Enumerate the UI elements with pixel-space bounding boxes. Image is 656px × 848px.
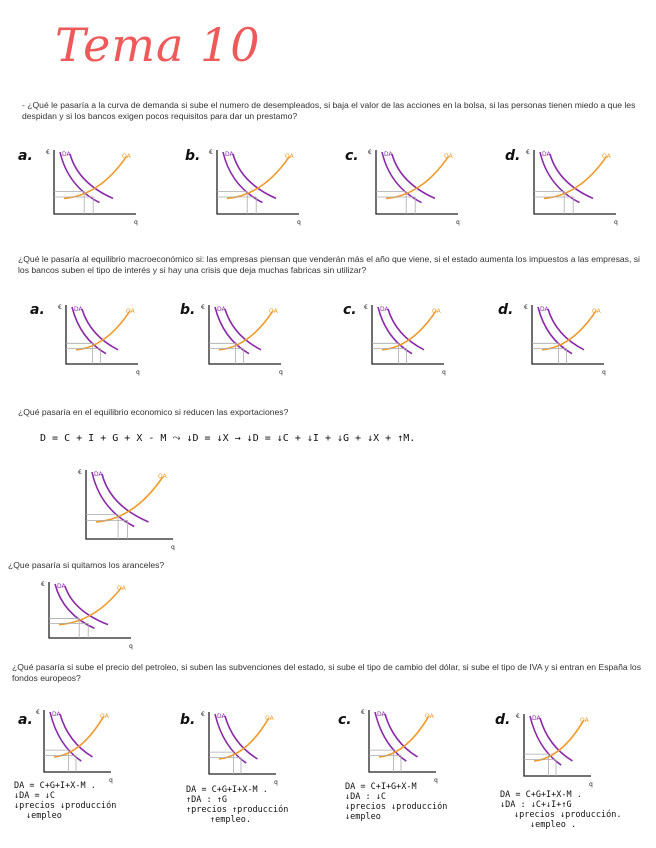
price-axis-label: € xyxy=(361,709,365,716)
ad-oa-graph xyxy=(526,148,620,226)
ad-oa-graph xyxy=(524,303,608,376)
note-line: ↓precios ↓producción. xyxy=(514,810,622,820)
note-line: ↓empleo xyxy=(345,812,381,822)
qty-axis-label: q xyxy=(109,777,113,784)
demand-label: DA xyxy=(540,306,549,313)
supply-label: OA xyxy=(122,153,131,160)
price-axis-label: € xyxy=(368,149,372,156)
label-c: c. xyxy=(343,302,357,318)
qty-axis-label: q xyxy=(279,369,283,376)
qty-axis-label: q xyxy=(434,777,438,784)
supply-curve xyxy=(379,716,429,757)
demand-label: DA xyxy=(62,151,71,158)
demand-label: DA xyxy=(542,151,551,158)
supply-label: OA xyxy=(100,713,109,720)
demand-label: DA xyxy=(57,583,66,590)
notes-b xyxy=(186,785,288,825)
supply-label: OA xyxy=(269,308,278,315)
note-line: ↓DA : ↓C+↓I+↑G xyxy=(500,800,572,810)
question-3: ¿Qué pasaría en el equilibrio economico si reducen las exportaciones? xyxy=(18,407,289,417)
note-line: DA = C+I+G+X-M xyxy=(345,782,417,792)
price-axis-label: € xyxy=(526,149,530,156)
note-line: DA = C+G+I+X-M . xyxy=(500,790,582,800)
supply-label: OA xyxy=(285,153,294,160)
label-d: d. xyxy=(505,148,521,164)
qty-axis-label: q xyxy=(274,779,278,786)
ad-oa-graph xyxy=(78,468,177,551)
ad-oa-graph xyxy=(46,148,140,226)
demand-label: DA xyxy=(217,306,226,313)
qty-axis-label: q xyxy=(614,219,618,226)
supply-label: OA xyxy=(265,715,274,722)
supply-label: OA xyxy=(425,713,434,720)
label-a: a. xyxy=(18,712,33,728)
price-axis-label: € xyxy=(78,469,82,476)
qty-axis-label: q xyxy=(134,219,138,226)
qty-axis-label: q xyxy=(442,369,446,376)
demand-curve-shifted xyxy=(65,586,108,625)
ad-oa-graph xyxy=(364,303,448,376)
qty-axis-label: q xyxy=(129,643,133,650)
ad-oa-graph xyxy=(209,148,303,226)
demand-label: DA xyxy=(532,715,541,722)
supply-label: OA xyxy=(158,473,167,480)
price-axis-label: € xyxy=(41,581,45,588)
question-1: - ¿Qué le pasaría a la curva de demanda si sube el numero de desempleados, si baja el valor de las acciones en la bolsa, si las personas tienen miedo a que les despidan y si los bancos exigen pocos requisitos para dar un prestamo? xyxy=(22,100,636,121)
supply-curve xyxy=(534,720,584,761)
price-axis-label: € xyxy=(36,709,40,716)
qty-axis-label: q xyxy=(297,219,301,226)
qty-axis-label: q xyxy=(589,781,593,788)
supply-label: OA xyxy=(117,585,126,592)
demand-label: DA xyxy=(217,713,226,720)
demand-label: DA xyxy=(380,306,389,313)
supply-label: OA xyxy=(126,308,135,315)
demand-label: DA xyxy=(74,306,83,313)
label-b: b. xyxy=(180,712,196,728)
note-line: DA = C+G+I+X-M . xyxy=(14,781,96,791)
price-axis-label: € xyxy=(201,711,205,718)
demand-label: DA xyxy=(52,711,61,718)
price-axis-label: € xyxy=(58,304,62,311)
note-line: ↓DA = ↓C xyxy=(14,791,55,801)
price-axis-label: € xyxy=(46,149,50,156)
question-4: ¿Que pasaría si quitamos los aranceles? xyxy=(8,560,165,570)
note-line: ↑precios ↑producción xyxy=(186,805,289,815)
label-c: c. xyxy=(345,148,359,164)
ad-oa-graph xyxy=(201,710,280,786)
note-line: ↑DA : ↑G xyxy=(186,795,227,805)
notes-c xyxy=(345,782,447,822)
label-a: a. xyxy=(30,302,45,318)
supply-label: OA xyxy=(580,717,589,724)
supply-label: OA xyxy=(444,153,453,160)
supply-curve xyxy=(219,718,269,759)
supply-label: OA xyxy=(432,308,441,315)
qty-axis-label: q xyxy=(456,219,460,226)
label-d: d. xyxy=(495,712,511,728)
label-a: a. xyxy=(18,148,33,164)
qty-axis-label: q xyxy=(602,369,606,376)
supply-label: OA xyxy=(602,153,611,160)
qty-axis-label: q xyxy=(171,544,175,551)
supply-label: OA xyxy=(592,308,601,315)
ad-oa-graph xyxy=(41,580,135,650)
label-c: c. xyxy=(338,712,352,728)
label-b: b. xyxy=(185,148,201,164)
page-title: Tema 10 xyxy=(55,18,261,72)
notes-a xyxy=(14,781,116,821)
price-axis-label: € xyxy=(201,304,205,311)
question-2: ¿Qué le pasaría al equilibrio macroeconómico si: las empresas piensan que venderán más el año que viene, si el estado aumenta los impuestos a las empresas, si los bancos suben el tipo de interés y si hay una crisis que deja muchas fabricas sin utilizar? xyxy=(18,254,640,275)
notes-d xyxy=(500,790,621,830)
ad-oa-graph xyxy=(368,148,462,226)
price-axis-label: € xyxy=(364,304,368,311)
note-line: ↓empleo . xyxy=(530,820,577,830)
supply-curve xyxy=(54,716,104,757)
demand-label: DA xyxy=(94,471,103,478)
ad-oa-graph xyxy=(516,712,595,788)
price-axis-label: € xyxy=(516,713,520,720)
ad-oa-graph xyxy=(201,303,285,376)
ad-oa-graph xyxy=(361,708,440,784)
label-b: b. xyxy=(180,302,196,318)
note-line: ↓DA : ↓C xyxy=(345,792,386,802)
ad-oa-graph xyxy=(36,708,115,784)
demand-label: DA xyxy=(225,151,234,158)
demand-label: DA xyxy=(377,711,386,718)
note-line: ↑empleo. xyxy=(210,815,251,825)
ad-oa-graph xyxy=(58,303,142,376)
note-line: ↓precios ↓producción xyxy=(345,802,448,812)
question-5: ¿Qué pasaría si sube el precio del petroleo, si suben las subvenciones del estado, si sube el tipo de cambio del dólar, si sube el tipo de IVA y si entran en España los fondos europeos? xyxy=(12,662,641,683)
equation-q3: D = C + I + G + X - M ⤳ ↓D = ↓X → ↓D = ↓C + ↓I + ↓G + ↓X + ↑M. xyxy=(40,433,416,444)
price-axis-label: € xyxy=(524,304,528,311)
note-line: ↓empleo xyxy=(26,811,62,821)
label-d: d. xyxy=(498,302,514,318)
note-line: DA = C+G+I+X-M . xyxy=(186,785,268,795)
price-axis-label: € xyxy=(209,149,213,156)
demand-label: DA xyxy=(384,151,393,158)
qty-axis-label: q xyxy=(136,369,140,376)
note-line: ↓precios ↓producción xyxy=(14,801,117,811)
